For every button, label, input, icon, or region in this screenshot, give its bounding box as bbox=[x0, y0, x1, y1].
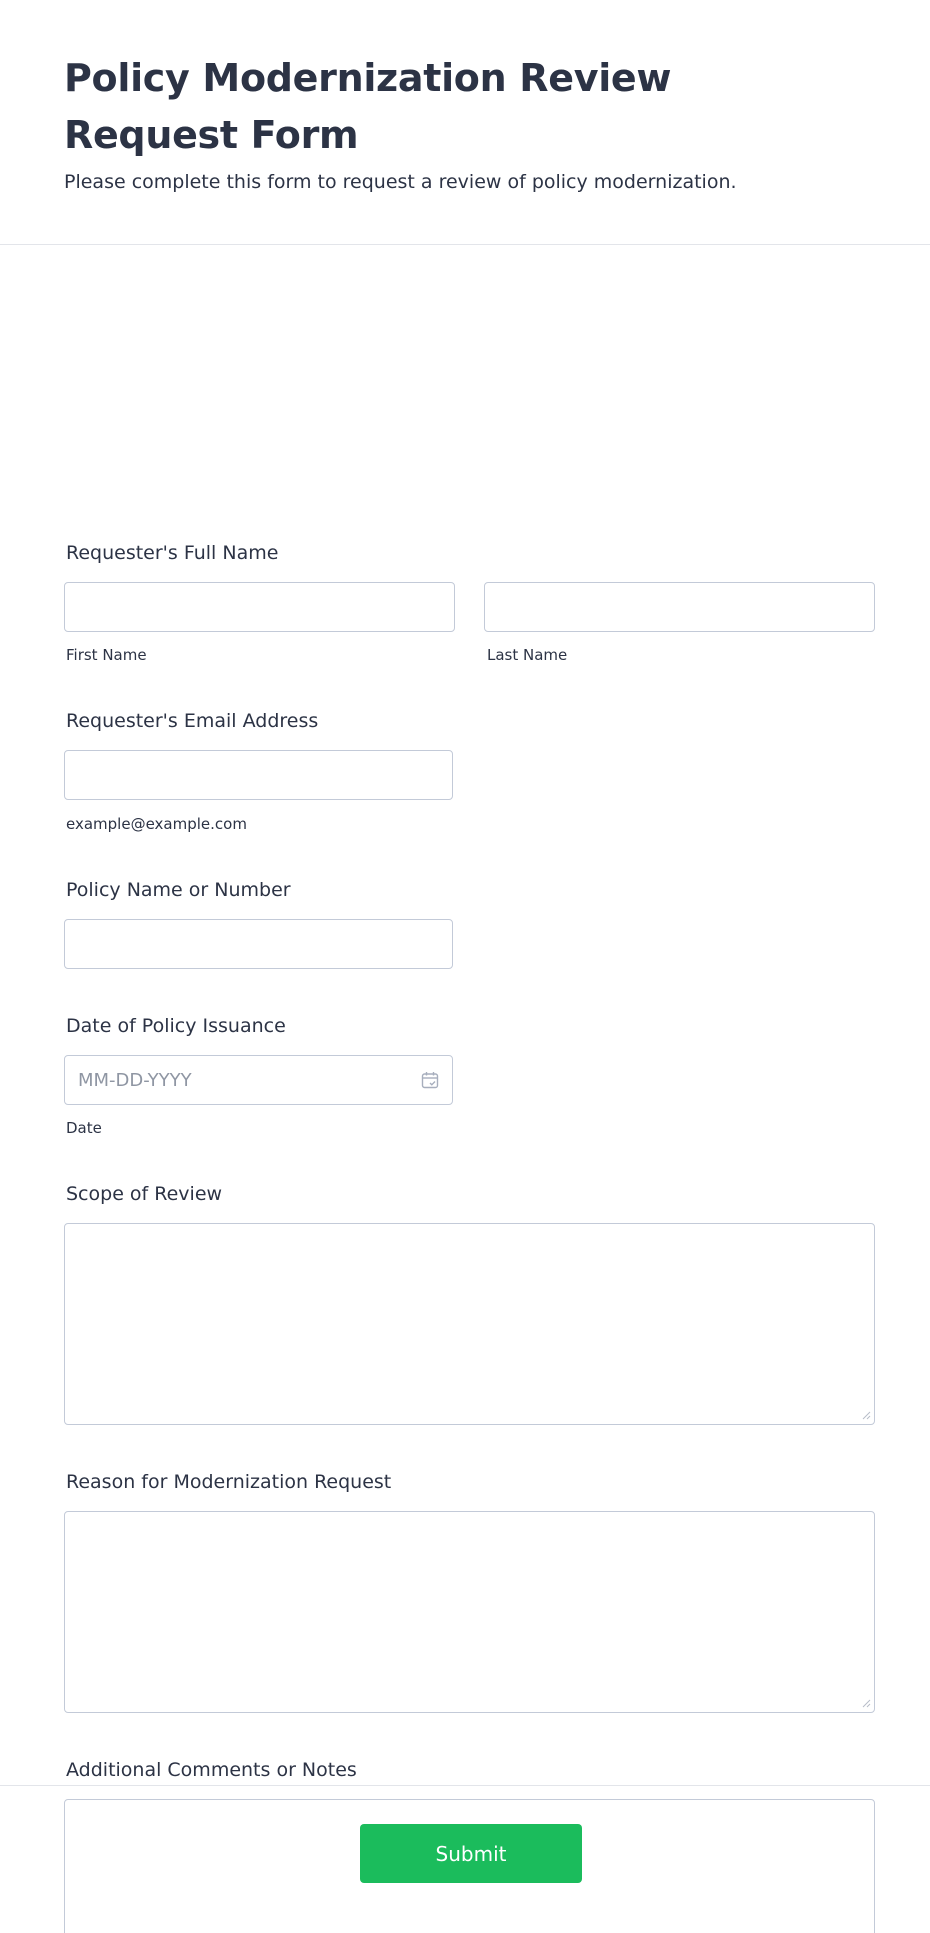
reason-label: Reason for Modernization Request bbox=[66, 1471, 392, 1493]
scope-textarea[interactable] bbox=[64, 1223, 875, 1425]
issuance-date-sublabel: Date bbox=[66, 1119, 102, 1137]
scope-label: Scope of Review bbox=[66, 1183, 223, 1205]
issuance-date-input[interactable] bbox=[64, 1055, 453, 1105]
issuance-date-field bbox=[64, 1055, 453, 1105]
calendar-icon[interactable] bbox=[421, 1071, 439, 1089]
form-body bbox=[0, 245, 930, 1786]
resize-grip-icon[interactable] bbox=[862, 1699, 871, 1708]
policy-input[interactable] bbox=[64, 919, 453, 969]
reason-textarea[interactable] bbox=[64, 1511, 875, 1713]
email-label: Requester's Email Address bbox=[66, 710, 319, 732]
email-input[interactable] bbox=[64, 750, 453, 800]
submit-button[interactable]: Submit bbox=[360, 1824, 582, 1883]
first-name-input[interactable] bbox=[64, 582, 455, 632]
policy-label: Policy Name or Number bbox=[66, 879, 291, 901]
issuance-date-label: Date of Policy Issuance bbox=[66, 1015, 286, 1037]
form-subtitle: Please complete this form to request a review of policy modernization. bbox=[64, 171, 737, 193]
resize-grip-icon[interactable] bbox=[862, 1411, 871, 1420]
form-footer bbox=[0, 1786, 930, 1932]
full-name-label: Requester's Full Name bbox=[66, 542, 279, 564]
email-sublabel: example@example.com bbox=[66, 815, 247, 833]
form-header bbox=[0, 0, 930, 245]
first-name-sublabel: First Name bbox=[66, 646, 147, 664]
comments-label: Additional Comments or Notes bbox=[66, 1759, 357, 1781]
last-name-input[interactable] bbox=[484, 582, 875, 632]
last-name-sublabel: Last Name bbox=[487, 646, 568, 664]
form-title: Policy Modernization Review Request Form bbox=[64, 56, 672, 157]
